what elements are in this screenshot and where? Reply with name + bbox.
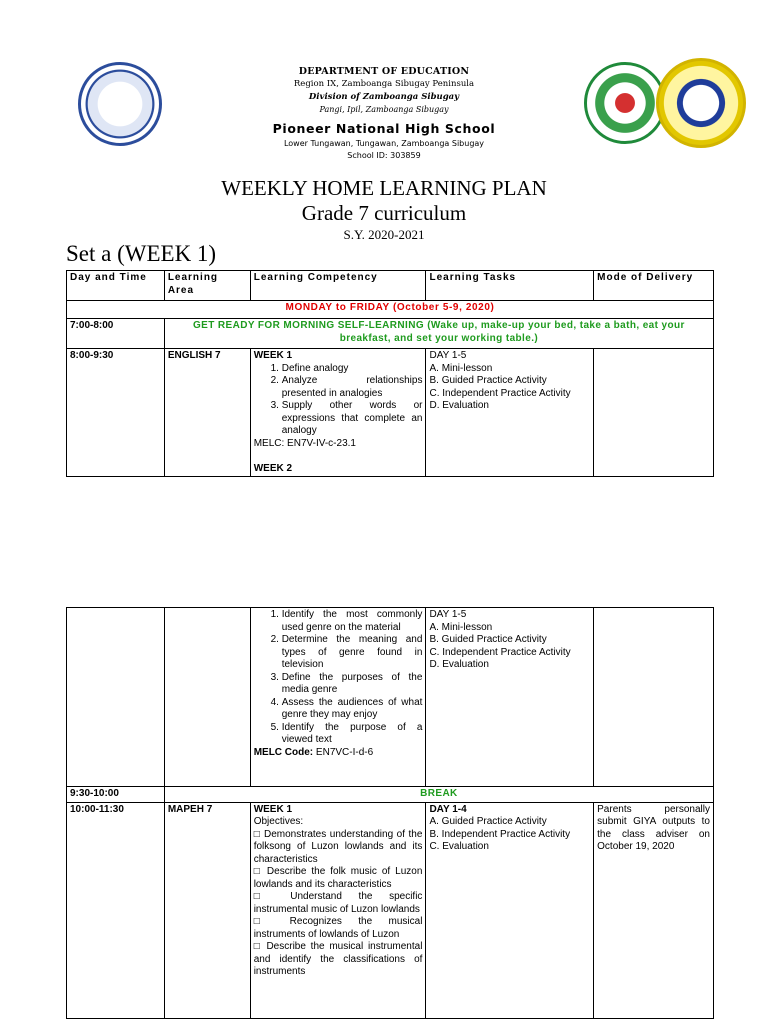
table-row <box>67 319 714 349</box>
list-item: C. Independent Practice Activity <box>429 646 571 658</box>
week-date-banner: MONDAY to FRIDAY (October 5-9, 2020) <box>67 301 714 319</box>
learning-area-cell: MAPEH 7 <box>164 802 250 1018</box>
list-item: DAY 1-5 <box>429 350 467 361</box>
time-cell: 8:00-9:30 <box>67 349 165 477</box>
list-item: A. Mini-lesson <box>429 621 493 633</box>
department-heading: DEPARTMENT OF EDUCATION <box>298 66 470 77</box>
region-text: Region IX, Zamboanga Sibugay Peninsula <box>293 79 475 89</box>
table-header-row <box>67 271 714 301</box>
self-learning-cell: GET READY FOR MORNING SELF-LEARNING (Wake up, make-up your bed, take a bath, eat your breakfast, and set your working table.) <box>164 319 713 349</box>
learning-area-cell <box>164 608 250 787</box>
school-name: Pioneer National High School <box>272 121 496 136</box>
competency-cell <box>250 608 426 787</box>
grade-title: Grade 7 curriculum <box>301 201 467 225</box>
list-item: 2. Determine the meaning and types of genre found in television <box>282 634 423 672</box>
competency-list <box>254 609 423 747</box>
list-item: B. Guided Practice Activity <box>429 634 547 645</box>
list-item: 1. Identify the most commonly used genre on the material <box>282 609 423 634</box>
list-item: D. Evaluation <box>429 659 489 670</box>
header-day-time: Day and Time <box>67 271 165 301</box>
plan-table-2 <box>66 607 714 1019</box>
list-item: □ Describe the folk music of Luzon lowlands and its characteristics <box>253 866 423 890</box>
list-item: C. Evaluation <box>429 841 489 852</box>
plan-title: WEEKLY HOME LEARNING PLAN <box>221 176 547 200</box>
list-item: A. Mini-lesson <box>429 362 493 374</box>
school-address: Lower Tungawan, Tungawan, Zamboanga Sibugay <box>283 139 485 148</box>
table-row <box>67 349 714 477</box>
time-cell: 7:00-8:00 <box>67 319 165 349</box>
list-item: D. Evaluation <box>429 400 489 411</box>
list-item: A. Guided Practice Activity <box>429 816 547 827</box>
list-item: B. Independent Practice Activity <box>429 828 571 840</box>
header-learning-competency: Learning Competency <box>250 271 426 301</box>
day-label: DAY 1-4 <box>429 803 467 815</box>
table-row <box>67 608 714 787</box>
division-text: Division of Zamboanga Sibugay <box>308 92 460 102</box>
table-row <box>67 301 714 319</box>
time-cell: 10:00-11:30 <box>67 802 165 1018</box>
header-learning-tasks: Learning Tasks <box>426 271 594 301</box>
list-item: 4. Assess the audiences of what genre they may enjoy <box>282 697 423 722</box>
list-item: B. Guided Practice Activity <box>429 375 547 386</box>
table-row <box>67 787 714 803</box>
competency-cell <box>250 802 426 1018</box>
table-row <box>67 802 714 1018</box>
list-item: □ Demonstrates understanding of the folksong of Luzon lowlands and its characteristics <box>253 828 423 865</box>
header-learning-area: Learning Area <box>164 271 250 301</box>
week-label: WEEK 1 <box>253 803 293 815</box>
week-label: WEEK 2 <box>253 462 293 474</box>
melc-code <box>254 747 423 760</box>
list-item: 2. Analyze relationships presented in analogies <box>282 375 423 400</box>
time-cell: 9:30-10:00 <box>67 787 165 803</box>
list-item: □ Recognizes the musical instruments of lowlands of Luzon <box>253 916 423 940</box>
list-item: DAY 1-5 <box>429 609 467 620</box>
melc-label: MELC Code: <box>253 746 314 758</box>
melc-value: EN7VC-I-d-6 <box>313 746 374 758</box>
list-item: C. Independent Practice Activity <box>429 387 571 399</box>
break-cell: BREAK <box>164 787 713 803</box>
tasks-cell <box>426 802 594 1018</box>
list-item: 3. Define the purposes of the media genre <box>282 672 423 697</box>
division-address: Pangi, Ipil, Zamboanga Sibugay <box>319 105 449 114</box>
set-title: Set a (WEEK 1) <box>66 241 217 266</box>
delivery-cell: Parents personally submit GIYA outputs to the class adviser on October 19, 2020 <box>594 802 714 1018</box>
list-item: □ Understand the specific instrumental music of Luzon lowlands <box>253 891 423 915</box>
week-label: WEEK 1 <box>253 350 293 361</box>
list-item: 5. Identify the purpose of a viewed text <box>282 722 423 747</box>
tasks-cell <box>426 349 594 477</box>
time-cell <box>67 608 165 787</box>
objectives-label: Objectives: <box>253 816 304 827</box>
header-mode-of-delivery: Mode of Delivery <box>594 271 714 301</box>
school-id: School ID: 303859 <box>347 151 421 160</box>
school-year: S.Y. 2020-2021 <box>343 227 425 242</box>
competency-cell <box>250 349 426 477</box>
competency-list <box>254 363 423 438</box>
learning-area-cell: ENGLISH 7 <box>164 349 250 477</box>
delivery-cell <box>594 608 714 787</box>
plan-table-1 <box>66 270 714 477</box>
list-item: 1. Define analogy <box>282 363 423 376</box>
list-item: 3. Supply other words or expressions that complete an analogy <box>282 400 423 438</box>
delivery-cell <box>594 349 714 477</box>
list-item: □ Describe the musical instrumental and identify the classifications of instruments <box>253 941 423 977</box>
tasks-cell <box>426 608 594 787</box>
melc-code: MELC: EN7V-IV-c-23.1 <box>253 437 356 449</box>
